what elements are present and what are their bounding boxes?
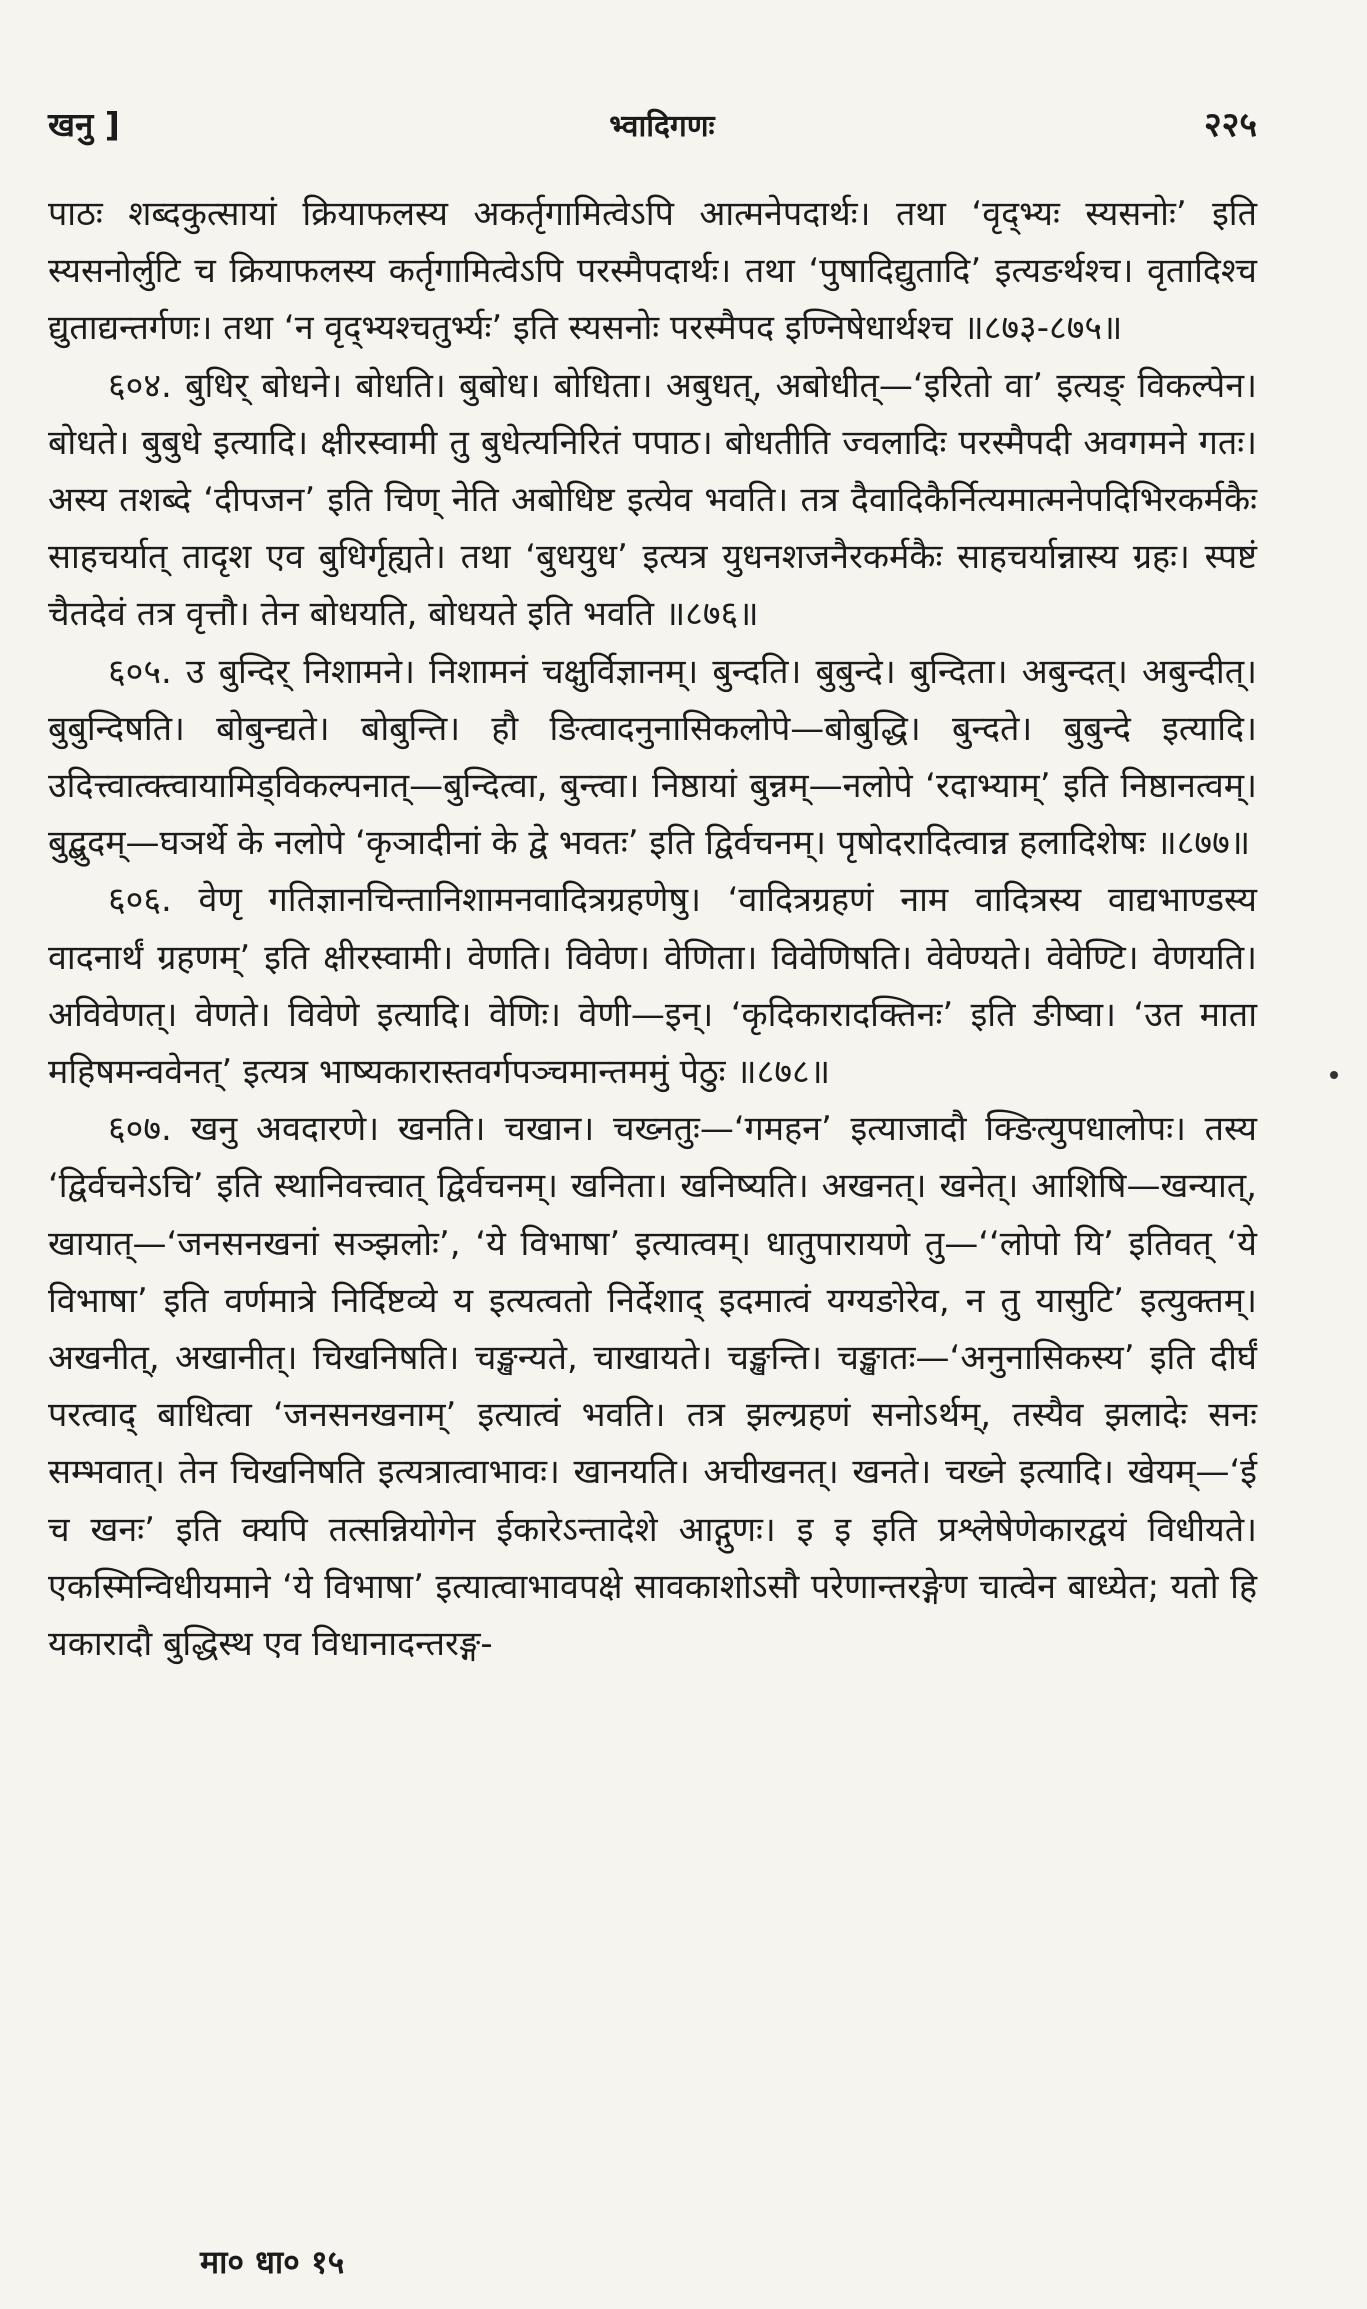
paragraph-1: पाठः शब्दकुत्सायां क्रियाफलस्य अकर्तृगामित्वेऽपि आत्मनेपदार्थः। तथा ‘वृद्भ्यः स्यसनोः’ इति स्यसनोर्लुटि च क्रियाफलस्य कर्तृगामित्वेऽपि परस्मैपदार्थः। तथा ‘पुषादिद्युतादि’ इत्यङर्थश्च। वृतादिश्च द्युताद्यन्तर्गणः। तथा ‘न वृद्भ्यश्चतुर्भ्यः’ इति स्यसनोः परस्मैपद इण्निषेधार्थश्च ॥८७३-८७५॥ [48,194,1257,349]
paragraph-604: ६०४. बुधिर् बोधने। बोधति। बुबोध। बोधिता। अबुधत्, अबोधीत्—‘इरितो वा’ इत्यङ् विकल्पेन। बोधते। बुबुधे इत्यादि। क्षीरस्वामी तु बुधेत्यनिरितं पपाठ। बोधतीति ज्वलादिः परस्मैपदी अवगमने गतः। अस्य तशब्दे ‘दीपजन’ इति चिण् नेति अबोधिष्ट इत्येव भवति। तत्र दैवादिकैर्नित्यमात्मनेपदिभिरकर्मकैः साहचर्यात् तादृश एव बुधिर्गृह्यते। तथा ‘बुधयुध’ इत्यत्र युधनशजनैरकर्मकैः साहचर्यान्नास्य ग्रहः। स्पष्टं चैतदेवं तत्र वृत्तौ। तेन बोधयति, बोधयते इति भवति ॥८७६॥ [48,365,1257,635]
page-number: २२५ [1203,105,1257,145]
header-chapter-title: भ्वादिगणः [609,109,715,144]
page-header [48,100,1257,170]
paragraph-605: ६०५. उ बुन्दिर् निशामने। निशामनं चक्षुर्विज्ञानम्। बुन्दति। बुबुन्दे। बुन्दिता। अबुन्दत्। अबुन्दीत्। बुबुन्दिषति। बोबुन्द्यते। बोबुन्ति। हौ ङित्वादनुनासिकलोपे—बोबुद्धि। बुन्दते। बुबुन्दे इत्यादि। उदित्त्वात्क्त्वायामिड्विकल्पनात्—बुन्दित्वा, बुन्त्वा। निष्ठायां बुन्नम्—नलोपे ‘रदाभ्याम्’ इति निष्ठानत्वम्। बुद्बुदम्—घञर्थे के नलोपे ‘कृञादीनां के द्वे भवतः’ इति द्विर्वचनम्। पृषोदरादित्वान्न हलादिशेषः ॥८७७॥ [48,651,1257,864]
page-body [48,186,1257,1673]
paragraph-607: ६०७. खनु अवदारणे। खनति। चखान। चख्नतुः—‘गमहन’ इत्याजादौ क्ङित्युपधालोपः। तस्य ‘द्विर्वचनेऽचि’ इति स्थानिवत्त्वात् द्विर्वचनम्। खनिता। खनिष्यति। अखनत्। खनेत्। आशिषि—खन्यात्, खायात्—‘जनसनखनां सञ्झलोः’, ‘ये विभाषा’ इत्यात्वम्। धातुपारायणे तु—‘‘लोपो यि’ इतिवत् ‘ये विभाषा’ इति वर्णमात्रे निर्दिष्टव्ये य इत्यत्वतो निर्देशाद् इदमात्वं यग्यङोरेव, न तु यासुटि’ इत्युक्तम्। अखनीत्, अखानीत्। चिखनिषति। चङ्खन्यते, चाखायते। चङ्खन्ति। चङ्खातः—‘अनुनासिकस्य’ इति दीर्घं परत्वाद् बाधित्वा ‘जनसनखनाम्’ इत्यात्वं भवति। तत्र झल्ग्रहणं सनोऽर्थम्, तस्यैव झलादेः सनः सम्भवात्। तेन चिखनिषति इत्यत्रात्वाभावः। खानयति। अचीखनत्। खनते। चख्ने इत्यादि। खेयम्—‘ई च खनः’ इति क्यपि तत्सन्नियोगेन ईकारेऽन्तादेशे आद्गुणः। इ इ इति प्रश्लेषेणेकारद्वयं विधीयते। एकस्मिन्विधीयमाने ‘ये विभाषा’ इत्यात्वाभावपक्षे सावकाशोऽसौ परेणान्तरङ्गेण चात्वेन बाध्येत; यतो हि यकारादौ बुद्धिस्थ एव विधानादन्तरङ्ग- [48,1109,1257,1665]
signature-mark: मा० धा० १५ [200,2243,345,2281]
header-section-ref: खनु ] [48,105,120,144]
margin-dot [1330,1071,1338,1079]
paragraph-606: ६०६. वेणृ गतिज्ञानचिन्तानिशामनवादित्रग्रहणेषु। ‘वादित्रग्रहणं नाम वादित्रस्य वाद्यभाण्डस्य वादनार्थं ग्रहणम्’ इति क्षीरस्वामी। वेणति। विवेण। वेणिता। विवेणिषति। वेवेण्यते। वेवेण्टि। वेणयति। अविवेणत्। वेणते। विवेणे इत्यादि। वेणिः। वेणी—इन्। ‘कृदिकारादक्तिनः’ इति ङीष्वा। ‘उत माता महिषमन्ववेनत्’ इत्यत्र भाष्यकारास्तवर्गपञ्चमान्तममुं पेठुः ॥८७८॥ [48,880,1257,1093]
